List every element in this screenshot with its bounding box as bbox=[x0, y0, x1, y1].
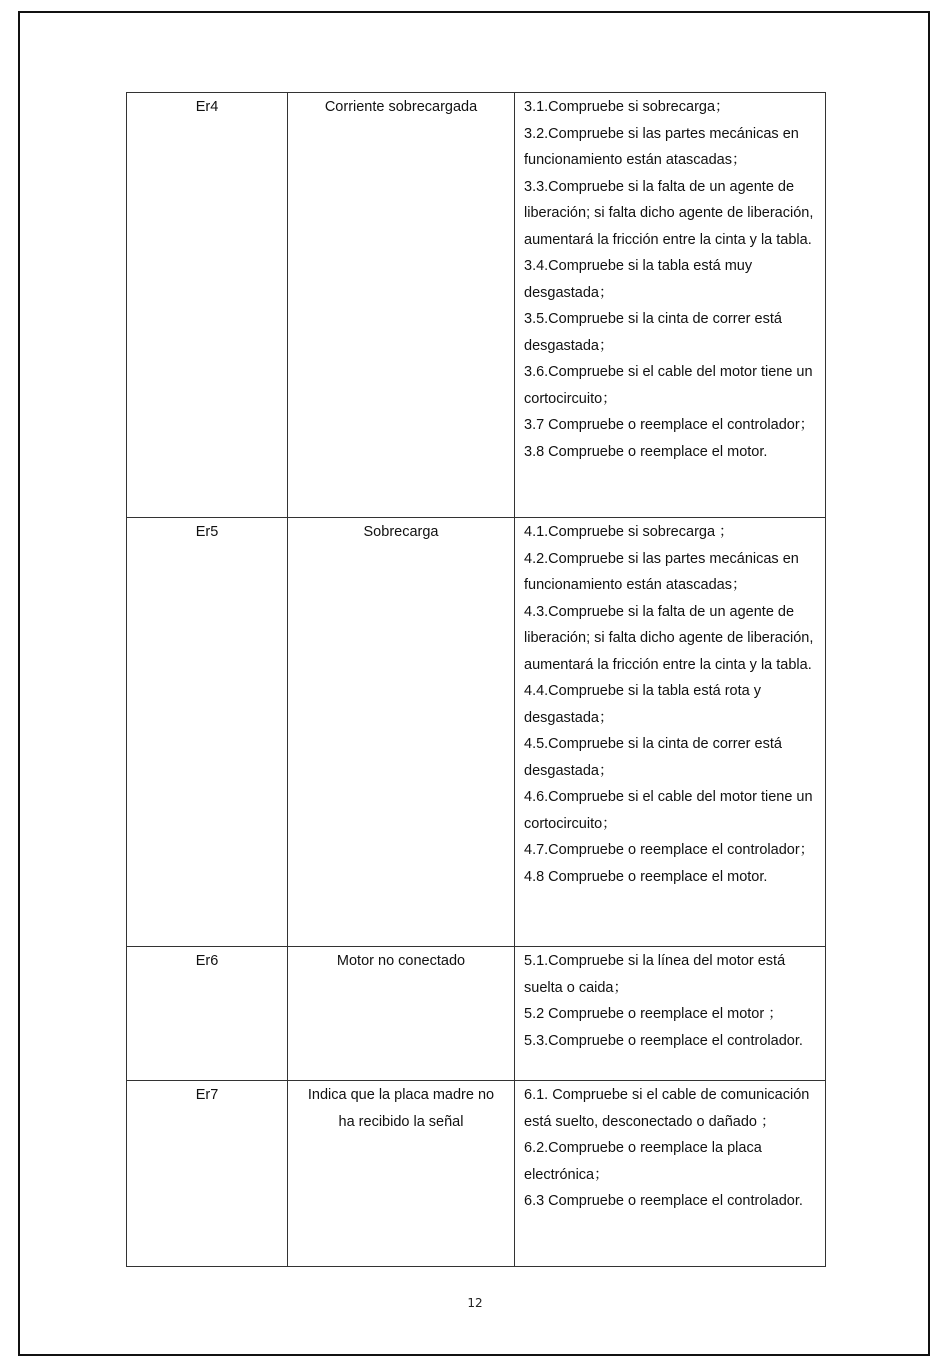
check-step: 4.6.Compruebe si el cable del motor tiene un cortocircuito； bbox=[524, 789, 813, 832]
table-row bbox=[127, 518, 826, 947]
description-cell bbox=[288, 93, 515, 518]
table-row bbox=[127, 1081, 826, 1267]
check-step: 6.2.Compruebe o reemplace la placa electrónica； bbox=[524, 1140, 762, 1183]
check-step: 3.4.Compruebe si la tabla está muy desgastada； bbox=[524, 258, 753, 301]
error-code-cell bbox=[127, 518, 288, 947]
steps-cell bbox=[515, 947, 826, 1081]
error-code: Er6 bbox=[195, 953, 219, 969]
check-step: 6.1. Compruebe si el cable de comunicación está suelto, desconectado o dañado ； bbox=[524, 1087, 810, 1130]
check-step: 3.5.Compruebe si la cinta de correr está desgastada； bbox=[524, 311, 782, 354]
error-code: Er5 bbox=[195, 524, 219, 540]
error-description: Motor no conectado bbox=[336, 953, 466, 969]
description-cell bbox=[288, 518, 515, 947]
check-step: 4.3.Compruebe si la falta de un agente de liberación; si falta dicho agente de liberación, aumentará la fricción entre la cinta y la tabla. bbox=[524, 603, 814, 673]
check-step: 4.2.Compruebe si las partes mecánicas en funcionamiento están atascadas； bbox=[524, 550, 799, 593]
check-step: 5.3.Compruebe o reemplace el controlador. bbox=[524, 1032, 803, 1049]
steps-cell bbox=[515, 93, 826, 518]
page-number: 12 bbox=[467, 1296, 483, 1310]
steps-cell bbox=[515, 1081, 826, 1267]
check-step: 4.5.Compruebe si la cinta de correr está desgastada； bbox=[524, 736, 782, 779]
error-description: Sobrecarga bbox=[363, 524, 439, 540]
table-row bbox=[127, 93, 826, 518]
check-step: 3.3.Compruebe si la falta de un agente de liberación; si falta dicho agente de liberación, aumentará la fricción entre la cinta y la tabla. bbox=[524, 178, 814, 248]
error-description: Corriente sobrecargada bbox=[324, 99, 478, 115]
error-code-cell bbox=[127, 947, 288, 1081]
error-code-table bbox=[126, 92, 826, 1267]
check-step: 5.2 Compruebe o reemplace el motor ； bbox=[524, 1006, 783, 1022]
error-description: Indica que la placa madre no ha recibido la señal bbox=[307, 1087, 495, 1130]
table-row bbox=[127, 947, 826, 1081]
check-step: 6.3 Compruebe o reemplace el controlador. bbox=[524, 1193, 803, 1209]
description-cell bbox=[288, 1081, 515, 1267]
check-step: 4.1.Compruebe si sobrecarga ； bbox=[524, 524, 734, 540]
check-step: 3.8 Compruebe o reemplace el motor. bbox=[524, 443, 768, 460]
check-step: 4.7.Compruebe o reemplace el controlador； bbox=[524, 842, 815, 858]
error-code-cell bbox=[127, 1081, 288, 1267]
check-step: 3.6.Compruebe si el cable del motor tiene un cortocircuito； bbox=[524, 364, 813, 407]
check-step: 3.2.Compruebe si las partes mecánicas en funcionamiento están atascadas； bbox=[524, 125, 799, 168]
error-code: Er4 bbox=[195, 99, 219, 115]
check-step: 3.1.Compruebe si sobrecarga； bbox=[524, 99, 730, 115]
error-code-cell bbox=[127, 93, 288, 518]
check-step: 5.1.Compruebe si la línea del motor está suelta o caida； bbox=[524, 953, 786, 996]
check-step: 3.7 Compruebe o reemplace el controlador； bbox=[524, 417, 815, 433]
error-code: Er7 bbox=[195, 1087, 219, 1103]
steps-cell bbox=[515, 518, 826, 947]
description-cell bbox=[288, 947, 515, 1081]
check-step: 4.4.Compruebe si la tabla está rota y desgastada； bbox=[524, 683, 761, 726]
check-step: 4.8 Compruebe o reemplace el motor. bbox=[524, 868, 768, 885]
